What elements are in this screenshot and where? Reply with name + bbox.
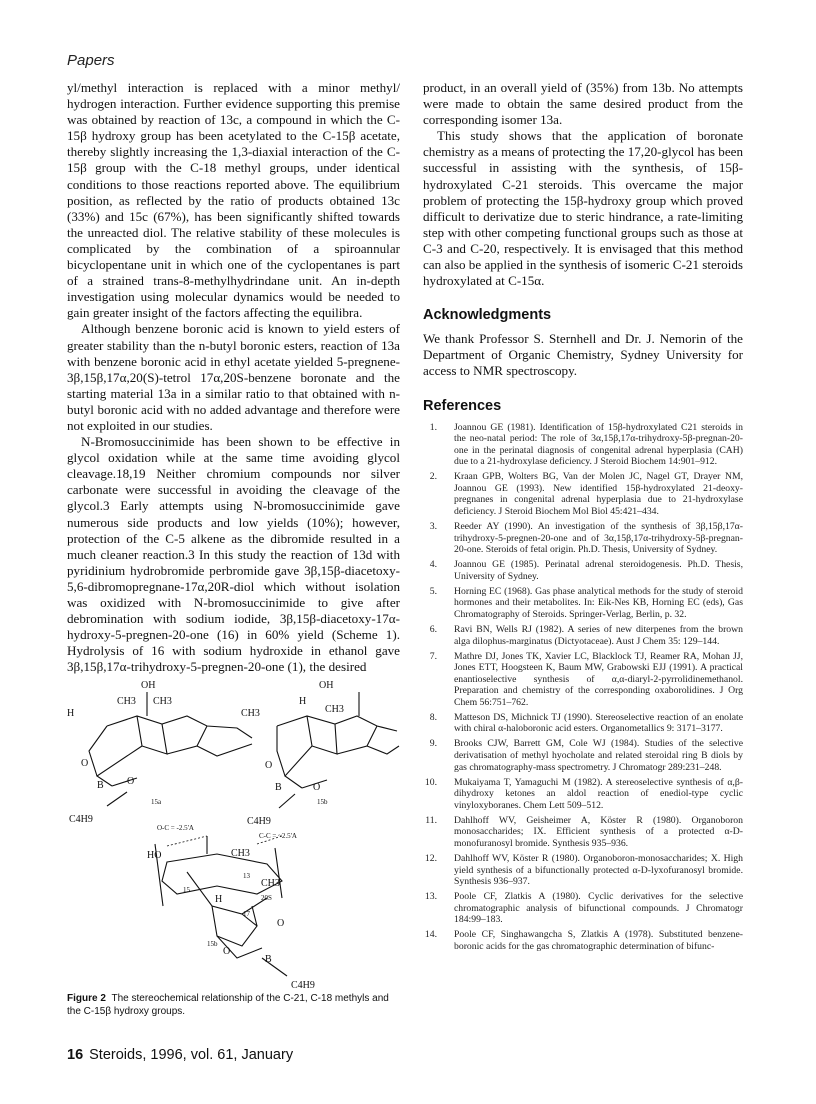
acknowledgments-heading: Acknowledgments bbox=[423, 307, 552, 324]
label-ch3-15b: CH3 bbox=[241, 708, 260, 719]
reference-number: 14. bbox=[424, 929, 437, 941]
reference-item bbox=[423, 777, 743, 812]
label-o-3d-2: O bbox=[223, 946, 231, 957]
label-ch3-3d-2: CH3 bbox=[261, 878, 280, 889]
label-distance-oc: O-C = -2.5'A bbox=[157, 824, 194, 832]
label-h-15a: H bbox=[67, 708, 75, 719]
label-b-15a: B bbox=[97, 780, 104, 791]
right-column bbox=[423, 80, 743, 956]
reference-item bbox=[423, 586, 743, 621]
body-paragraph: This study shows that the application of boronate chemistry as a means of protecting the 17,20-glycol has been successful in assisting with the synthesis, of 15β-hydroxylated C-21 steroids. This overcame the major problem of protecting the 15β-hydroxy group which proved difficult to derivatize due to steric hindrance, a rate-limiting step with other competing functional groups such as those at C-3 and C-20, respectively. It is envisaged that this method can also be applied in the synthesis of isomeric C-21 steroids hydroxylated at C-15α. bbox=[423, 128, 744, 289]
reference-number: 10. bbox=[424, 776, 437, 788]
reference-text: Ravi BN, Wells RJ (1982). A series of new diterpenes from the brown alga dilophus-marginatus (Dictyotaceae). Aust J Chem 35: 129–144. bbox=[454, 623, 743, 647]
label-ch3-15a-2: CH3 bbox=[153, 696, 172, 707]
label-distance-cc: C-C = ~2.5'A bbox=[259, 832, 297, 840]
reference-number: 9. bbox=[429, 738, 437, 750]
left-column bbox=[67, 80, 400, 675]
reference-item bbox=[423, 422, 743, 468]
label-15a: 15a bbox=[151, 798, 162, 806]
label-ch3-3d: CH3 bbox=[231, 848, 250, 859]
figure-caption bbox=[67, 993, 400, 1018]
label-ho: HO bbox=[147, 850, 162, 861]
label-c4h9-15a: C4H9 bbox=[69, 814, 93, 825]
figure-caption-label: Figure 2 bbox=[67, 993, 106, 1004]
reference-text: Poole CF, Zlatkis A (1980). Cyclic derivatives for the selective chromatographic analysis of bifunctional compounds. J Chromatogr 184:99–183. bbox=[454, 891, 743, 926]
reference-item bbox=[423, 559, 743, 582]
journal-citation: Steroids, 1996, vol. 61, January bbox=[89, 1047, 294, 1063]
label-b-3d: B bbox=[265, 954, 272, 965]
reference-number: 7. bbox=[429, 650, 437, 662]
label-c20s: 20S bbox=[261, 894, 272, 902]
label-c4h9-3d: C4H9 bbox=[291, 980, 315, 991]
label-h-15b: H bbox=[299, 696, 307, 707]
label-ch3-15a: CH3 bbox=[117, 696, 136, 707]
body-paragraph: yl/methyl interaction is replaced with a minor methyl/ hydrogen interaction. Further evidence supporting this premise was obtained by reaction of 13c, a compound in which the C-15β hydroxy group has been acetylated to the C-15β acetate, thereby slightly increasing the 1,3-diaxial interaction of the C-15β group with the C-18 methyl groups, under identical conditions to those reactions reported above. The equilibrium position, as reflected by the ratio of products obtained 13c (33%) and 15c (67%), has been significantly shifted towards the unreacted diol. The relative stability of these molecules is complicated by the combination of a spiroannular bicyclopentane unit in which one of the cyclopentanes is part of a strained trans-8-methylhydrindane unit. An in-depth investigation using molecular dynamics would be needed to gain greater insight of the factors affecting the equilibra. bbox=[67, 80, 400, 321]
reference-item bbox=[423, 738, 743, 773]
reference-item bbox=[423, 712, 743, 735]
label-c13: 13 bbox=[243, 872, 250, 880]
reference-number: 13. bbox=[424, 891, 437, 903]
reference-item bbox=[423, 853, 743, 888]
references-heading: References bbox=[423, 397, 502, 414]
reference-list bbox=[423, 422, 743, 953]
label-o-15a-2: O bbox=[127, 776, 135, 787]
reference-number: 11. bbox=[425, 814, 437, 826]
reference-text: Brooks CJW, Barrett GM, Cole WJ (1984). Studies of the selective derivatisation of methyl hyocholate and related steroidal ring B diols by gas chromatography-mass spectrometry. J Chromatogr 289:231–248. bbox=[454, 738, 743, 773]
reference-number: 6. bbox=[429, 623, 437, 635]
page-number: 16 bbox=[67, 1047, 84, 1063]
reference-number: 2. bbox=[429, 471, 437, 483]
reference-item bbox=[423, 521, 743, 556]
figure-2 bbox=[67, 676, 400, 1031]
reference-text: Mukaiyama T, Yamaguchi M (1982). A stereoselective synthesis of α,β-dihydroxy ketones an aldol reaction of enediol-type cyclic vinyloxyboranes. Chem Lett 509–512. bbox=[454, 776, 743, 811]
reference-item bbox=[423, 929, 743, 952]
figure-caption-text: The stereochemical relationship of the C-21, C-18 methyls and the C-15β hydroxy groups. bbox=[67, 993, 389, 1017]
label-c15: 15 bbox=[183, 886, 190, 894]
reference-number: 8. bbox=[429, 711, 437, 723]
reference-text: Dahlhoff WV, Köster R (1980). Organoboron-monosaccharides; X. High yield synthesis of a bifunctionally protected α-D-lyxofuranosyl bromide. Synthesis 936–937. bbox=[454, 852, 743, 888]
label-oh-15a: OH bbox=[141, 680, 156, 691]
label-15b: 15b bbox=[317, 798, 328, 806]
reference-text: Kraan GPB, Wolters BG, Van der Molen JC, Nagel GT, Drayer NM, Joannou GE (1993). New identified 15β-hydroxylated 21-deoxy-pregnanes in congenital adrenal hyperplasia due to 21-hydroxylase deficiency. J Steroid Biochem Mol Biol 45:421–434. bbox=[454, 471, 743, 518]
label-b-15b: B bbox=[275, 782, 282, 793]
reference-text: Mathre DJ, Jones TK, Xavier LC, Blacklock TJ, Reamer RA, Mohan JJ, Jones ETT, Hoogsteen K, Baum MW, Grabowski EJJ (1991). A practical enantioselective synthesis of α,α-diaryl-2-pyrrolidinemethanol. Preparation and chemistry of the corresponding oxaborolidines. J Org Chem 56:751–762. bbox=[454, 650, 743, 708]
reference-text: Horning EC (1968). Gas phase analytical methods for the study of steroid hormones and their metabolites. In: Eik-Nes KB, Horning EC (eds), Gas Chromatography of Steroids. Springer-Verlag, Berlin, p. 32. bbox=[454, 585, 743, 620]
reference-text: Poole CF, Singhawangcha S, Zlatkis A (1978). Substituted benzene-boronic acids for the gas chromatographic determination of bifunc- bbox=[454, 929, 743, 952]
label-o-3d: O bbox=[277, 918, 285, 929]
label-o-15a: O bbox=[81, 758, 89, 769]
label-ch3-15b-2: CH3 bbox=[325, 704, 344, 715]
body-paragraph: product, in an overall yield of (35%) from 13b. No attempts were made to obtain the same desired product from the corresponding isomer 13a. bbox=[423, 80, 743, 128]
reference-item bbox=[423, 815, 743, 850]
body-paragraph: Although benzene boronic acid is known to yield esters of greater stability than the n-butyl boronic esters, reaction of 13a with benzene boronic acid in ethyl acetate yielded 5-pregnene-3β,15β,17α,20(S)-tetrol 17α,20S-benzene boronate and the starting material 13a in a similar ratio to that obtained with n-butyl boronic acid with no added advantage and therefore were not exploited in our studies. bbox=[67, 321, 400, 433]
reference-text: Dahlhoff WV, Geisheimer A, Köster R (1980). Organoboron monosaccharides; IX. Efficient synthesis of a protected α-D-monofuranosyl bromide. Synthesis 935–936. bbox=[454, 814, 743, 849]
reference-item bbox=[423, 651, 743, 709]
reference-item bbox=[423, 624, 743, 647]
body-paragraph: N-Bromosuccinimide has been shown to be effective in glycol oxidation while at the same time avoiding glycol cleavage.18,19 Neither chromium compounds nor silver carbonate were successful in avoiding the cleavage of the glycol.3 Early attempts using N-bromosuccinimide gave numerous side products and low yields (10%); however, protection of the C-5 alkene as the dibromide resulted in a much cleaner reaction.3 In this study the reaction of 13d with pyridinium hydrobromide perbromide gave 3β,15β-diacetoxy-5,6-dibromopregnane-17α,20R-diol which without isolation was oxidized with N-bromosuccinimide to give after debromination with sodium iodide, 3β,15β-diacetoxy-17α-hydroxy-5-pregnen-20-one (16) in 60% yield (Scheme 1). Hydrolysis of 16 with sodium hydroxide in ethanol gave 3β,15β,17α-trihydroxy-5-pregnen-20-one (1), the desired bbox=[67, 434, 400, 675]
reference-number: 4. bbox=[429, 559, 437, 571]
page-footer bbox=[67, 1047, 293, 1063]
label-oh-15b: OH bbox=[319, 680, 334, 691]
label-c4h9-15b: C4H9 bbox=[247, 816, 271, 827]
reference-item bbox=[423, 891, 743, 926]
label-15b-3d: 15b bbox=[207, 940, 218, 948]
label-h-3d: H bbox=[215, 894, 223, 905]
reference-number: 3. bbox=[429, 521, 437, 533]
label-c17: 17 bbox=[243, 910, 250, 918]
running-head: Papers bbox=[67, 52, 115, 69]
reference-text: Matteson DS, Michnick TJ (1990). Stereoselective reaction of an enolate with chiral α-haloboronic acid esters. Organometallics 9: 3171–3177. bbox=[454, 711, 743, 735]
reference-item bbox=[423, 471, 743, 517]
label-o-15b: O bbox=[265, 760, 273, 771]
label-o-15b-2: O bbox=[313, 782, 321, 793]
reference-text: Reeder AY (1990). An investigation of the synthesis of 3β,15β,17α-trihydroxy-5-pregnen-20-one and of 3α,15β,17α-trihydroxy-5β-pregnan-20-one. Steroids of fetal origin. Ph.D. Thesis, University of Sydney. bbox=[454, 521, 743, 556]
reference-number: 12. bbox=[424, 852, 437, 864]
stereochemistry-diagram bbox=[67, 676, 400, 996]
acknowledgments-text: We thank Professor S. Sternhell and Dr. J. Nemorin of the Department of Organic Chemistry, Sydney University for access to NMR spectroscopy. bbox=[423, 331, 743, 379]
reference-number: 1. bbox=[429, 421, 437, 433]
reference-text: Joannou GE (1985). Perinatal adrenal steroidogenesis. Ph.D. Thesis, University of Sydney. bbox=[454, 559, 743, 582]
reference-number: 5. bbox=[429, 585, 437, 597]
reference-text: Joannou GE (1981). Identification of 15β-hydroxylated C21 steroids in the neo-natal period: The role of 3α,15β,17α-trihydroxy-5β-pregnan-20-one in the perinatal diagnosis of congenital adrenal hyperplasia (CAH) due to a 21-hydroxylase deficiency. J Steroid Biochem 14:901–912. bbox=[454, 421, 743, 468]
